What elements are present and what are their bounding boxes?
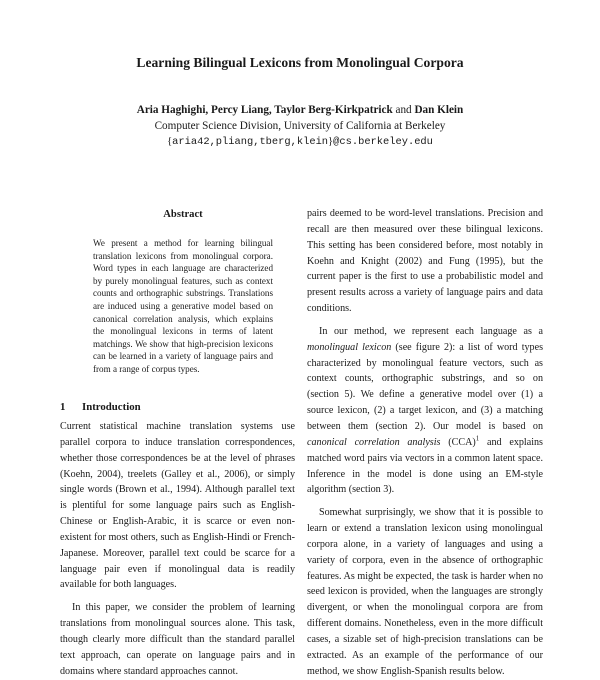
email-brace-open: { <box>167 136 173 147</box>
term-cca: canonical correlation analysis <box>307 436 441 448</box>
authors-last: Dan Klein <box>414 104 464 116</box>
p2-text-c: (CCA) <box>440 436 476 448</box>
p2-text-d: and explains matched word pairs via vectors in a common latent space. Inference in the model is done using an EM-style algorithm (section 3). <box>307 436 543 496</box>
authors-and: and <box>395 104 412 116</box>
right-paragraph-1: pairs deemed to be word-level translations. Precision and recall are then measured over these bilingual lexicons. This setting has been considered before, most notably in Koehn and Knight (2002) and Fung (1995), but the current paper is the first to use a probabilistic model and present results across a variety of language pairs and data conditions. <box>307 208 543 315</box>
email-domain: @cs.berkeley.edu <box>333 136 433 148</box>
section-heading-introduction <box>60 401 300 413</box>
footnote-marker[interactable]: 1 <box>475 434 480 443</box>
intro-paragraph-1: Current statistical machine translation systems use parallel corpora to induce translation correspondences, whether those correspondences be at the level of phrases (Koehn, 2004), treelets (Galley et al., 2006), or simply single words (Brown et al., 1994). Although parallel text is plentiful for some language pairs such as English-Chinese or English-Arabic, it is scarce or even non-existent for most others, such as English-Hindi or French-Japanese. Moreover, parallel text could be scarce for a language pair even if monolingual data is readily available for both languages. <box>60 421 295 591</box>
section-number: 1 <box>60 401 66 413</box>
paper-title: Learning Bilingual Lexicons from Monolingual Corpora <box>136 55 464 70</box>
abstract-text: We present a method for learning bilingual translation lexicons from monolingual corpora. Word types in each language are characterized by purely monolingual features, such as context counts and orthographic substrings. Translations are induced using a generative model based on canonical correlation analysis, which explains the monolingual lexicons in terms of latent matchings. We show that high-precision lexicons can be learned in a variety of language pairs and from a range of corpus types. <box>93 238 273 374</box>
author-emails <box>0 136 600 148</box>
email-brace-close: } <box>328 136 334 147</box>
p2-text-b: (see figure 2): a list of word types characterized by monolingual feature vectors, such as context counts, orthographic substrings, and so on (section 5). We define a generative model over (1) a source lexicon, (2) a target lexicon, and (3) a matching between them (section 2). Our model is based on <box>307 341 544 432</box>
right-paragraph-3: Somewhat surprisingly, we show that it is possible to learn or extend a translation lexicon using monolingual corpora alone, in a variety of languages and using a variety of corpora, even in the absence of orthographic features. As might be expected, the task is harder when no seed lexicon is provided, when the languages are strongly divergent, or when the monolingual corpora are from different domains. Nonetheless, even in the more difficult cases, a sizable set of high-precision translations can be extracted. As an example of the performance of our method, we show English-Spanish results below. <box>307 507 543 677</box>
authors-main: Aria Haghighi, Percy Liang, Taylor Berg-Kirkpatrick <box>136 104 393 116</box>
term-monolingual-lexicon: monolingual lexicon <box>307 341 392 353</box>
left-column <box>60 419 295 677</box>
abstract-heading: Abstract <box>163 209 203 220</box>
author-list <box>0 104 600 116</box>
p2-text-a: In our method, we represent each language as a <box>319 325 543 337</box>
right-paragraph-2 <box>307 324 543 498</box>
right-column <box>307 205 544 677</box>
affiliation: Computer Science Division, University of California at Berkeley <box>154 120 446 132</box>
section-title: Introduction <box>82 401 141 413</box>
email-users: aria42,pliang,tberg,klein <box>172 136 329 148</box>
intro-paragraph-2: In this paper, we consider the problem of learning translations from monolingual sources alone. This task, though clearly more difficult than the standard parallel text approach, can operate on language pairs and in domains where standard approaches cannot. <box>60 602 295 677</box>
